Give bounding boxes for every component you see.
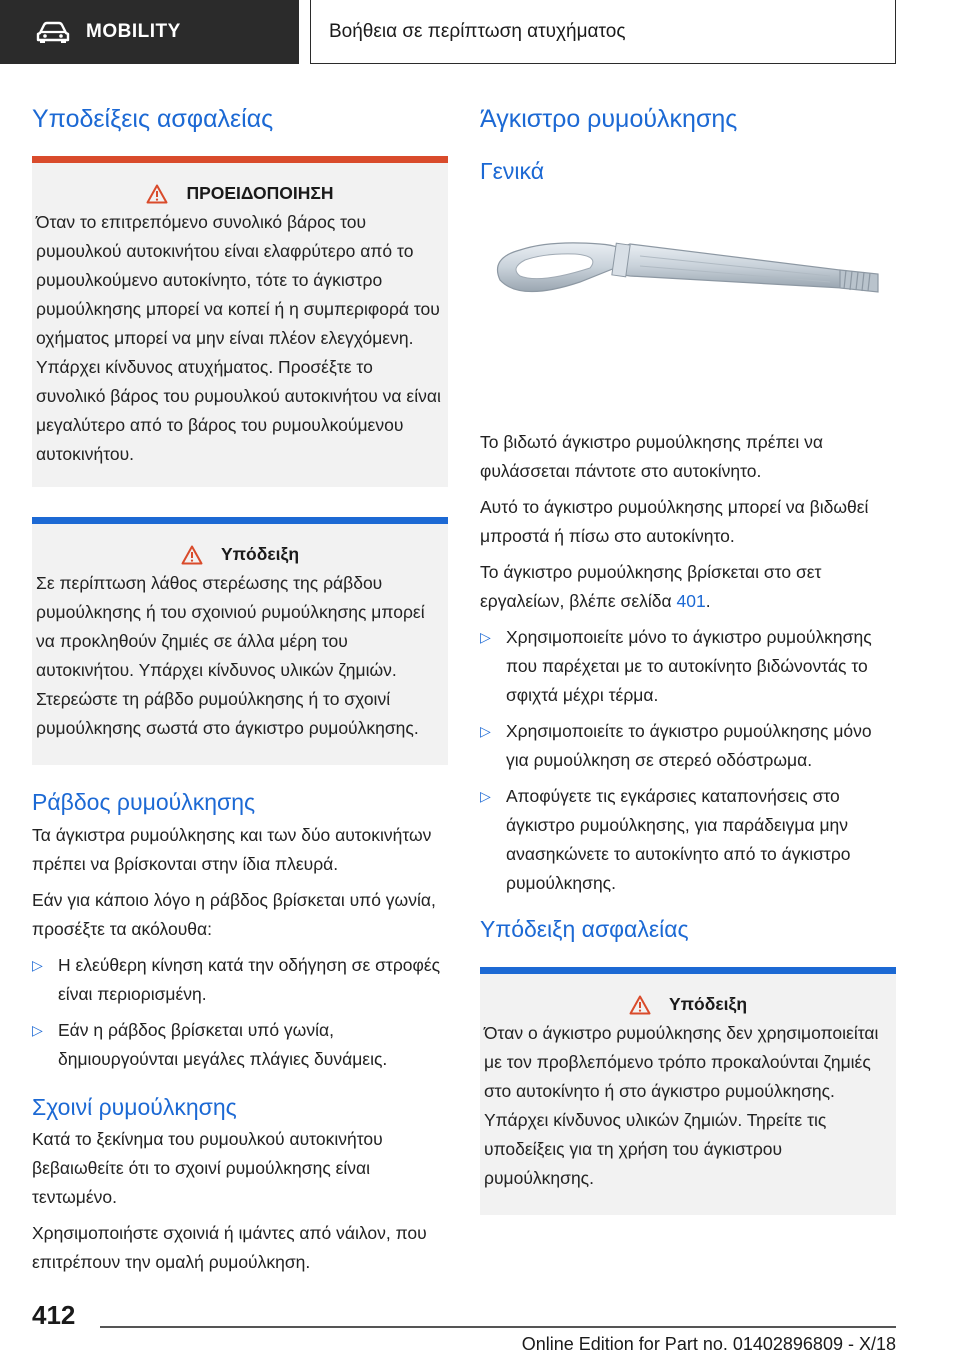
note-box — [480, 967, 896, 1215]
warning-text: Όταν το επιτρεπόμενο συνολικό βάρος του ρυμουλκού αυτοκινήτου είναι ελαφρύτερο από το ρυμουλκούμενο αυτοκίνητο, τότε το άγκιστρο ρυμούλκησης μπορεί να κοπεί ή η συμπεριφορά του οχήματος μπορεί να μην είναι πλέον ελεγχόμενη. Υπάρχει κίνδυνος ατυχήματος. Προσέξτε το συνολικό βάρος του ρυμουλκού αυτοκινήτου να είναι μεγαλύτερο από το βάρος του ρυμουλκούμενου αυτοκινήτου. — [36, 212, 441, 464]
left-column — [32, 96, 448, 1277]
tow-hook-list — [480, 623, 896, 898]
general-paragraph: Το άγκιστρο ρυμούλκησης βρίσκεται στο σετ εργαλείων, βλέπε σελίδα 401. — [480, 561, 822, 611]
brand-label: MOBILITY — [86, 21, 181, 42]
warning-header — [36, 183, 444, 204]
list-item: ▷ Εάν η ράβδος βρίσκεται υπό γωνία, δημιουργούνται μεγάλες πλάγιες δυνάμεις. — [32, 1016, 448, 1074]
warning-triangle-icon — [146, 184, 168, 204]
tow-hook-image — [480, 210, 896, 410]
page-number: 412 — [32, 1300, 76, 1330]
header-brand-tab — [0, 0, 299, 64]
chapter-title: Βοήθεια σε περίπτωση ατυχήματος — [310, 0, 896, 64]
bullet-marker: ▷ — [480, 722, 491, 739]
note-label: Υπόδειξη — [668, 994, 748, 1015]
tow-rod-paragraph: Εάν για κάποιο λόγο η ράβδος βρίσκεται υπό γωνία, προσέξτε τα ακόλουθα: — [32, 889, 436, 939]
safety-note-heading: Υπόδειξη ασφαλείας — [480, 915, 689, 942]
warning-box — [32, 156, 448, 487]
tow-rope-paragraph: Χρησιμοποιήστε σχοινιά ή ιμάντες από νάιλον, που επιτρέπουν την ομαλή ρυμούλκηση. — [32, 1223, 427, 1273]
general-paragraph: Αυτό το άγκιστρο ρυμούλκησης μπορεί να βιδωθεί μπροστά ή πίσω στο αυτοκίνητο. — [480, 496, 869, 546]
page-link[interactable]: 401 — [676, 590, 706, 611]
bullet-marker: ▷ — [480, 628, 491, 645]
list-item: ▷ Χρησιμοποιείτε το άγκιστρο ρυμούλκησης μόνο για ρυμούλκηση σε στερεό οδόστρωμα. — [480, 717, 896, 775]
tow-rope-paragraph: Κατά το ξεκίνημα του ρυμουλκού αυτοκινήτου βεβαιωθείτε ότι το σχοινί ρυμούλκησης είναι τεντωμένο. — [32, 1129, 383, 1208]
tow-hook-heading: Άγκιστρο ρυμούλκησης — [480, 105, 738, 133]
note-label: Υπόδειξη — [220, 544, 300, 564]
list-item: ▷ Αποφύγετε τις εγκάρσιες καταπονήσεις στο άγκιστρο ρυμούλκησης, για παράδειγμα μην ανασηκώνετε το αυτοκίνητο από το άγκιστρο ρυμούλκησης. — [480, 782, 896, 898]
warning-label: ΠΡΟΕΙΔΟΠΟΙΗΣΗ — [186, 183, 334, 203]
note-header — [484, 994, 892, 1015]
list-item: ▷ Χρησιμοποιείτε μόνο το άγκιστρο ρυμούλκησης που παρέχεται με το αυτοκίνητο βιδώνοντάς το σφιχτά μέχρι τέρμα. — [480, 623, 896, 710]
bullet-marker: ▷ — [32, 1021, 43, 1038]
bullet-marker: ▷ — [480, 787, 491, 804]
note-text: Σε περίπτωση λάθος στερέωσης της ράβδου ρυμούλκησης ή του σχοινιού ρυμούλκησης μπορεί να προκληθούν ζημιές σε άλλα μέρη του αυτοκινήτου. Υπάρχει κίνδυνος υλικών ζημιών. Στερεώστε τη ράβδο ρυμούλκησης ή το σχοινί ρυμούλκησης σωστά στο άγκιστρο ρυμούλκησης. — [36, 573, 425, 738]
list-item: ▷ Η ελεύθερη κίνηση κατά την οδήγηση σε στροφές είναι περιορισμένη. — [32, 951, 448, 1009]
tow-rod-list — [32, 951, 448, 1074]
bullet-marker: ▷ — [32, 956, 43, 973]
edition-info: Online Edition for Part no. 01402896809 - X/18 — [521, 1334, 896, 1354]
note-header — [36, 544, 444, 565]
warning-triangle-icon — [629, 995, 651, 1015]
note-text: Όταν ο άγκιστρο ρυμούλκησης δεν χρησιμοποιείται με τον προβλεπόμενο τρόπο προκαλούνται ζημιές στο αυτοκίνητο ή στο άγκιστρο ρυμούλκησης. Υπάρχει κίνδυνος υλικών ζημιών. Τηρείτε τις υποδείξεις για τη χρήση του άγκιστρου ρυμούλκησης. — [484, 1023, 879, 1189]
general-paragraph: Το βιδωτό άγκιστρο ρυμούλκησης πρέπει να φυλάσσεται πάντοτε στο αυτοκίνητο. — [480, 431, 824, 481]
tow-hook-drawing — [480, 210, 896, 410]
right-column — [480, 96, 896, 1215]
note-box — [32, 517, 448, 765]
tow-rod-heading: Ράβδος ρυμούλκησης — [32, 789, 256, 815]
tow-rope-heading: Σχοινί ρυμούλκησης — [32, 1093, 237, 1120]
footer-divider — [100, 1326, 896, 1328]
car-icon — [36, 21, 70, 43]
safety-notes-heading: Υποδείξεις ασφαλείας — [32, 105, 274, 133]
tow-rod-paragraph: Τα άγκιστρα ρυμούλκησης και των δύο αυτοκινήτων πρέπει να βρίσκονται στην ίδια πλευρά. — [32, 824, 432, 874]
general-heading: Γενικά — [480, 158, 545, 184]
warning-triangle-icon — [181, 545, 203, 565]
